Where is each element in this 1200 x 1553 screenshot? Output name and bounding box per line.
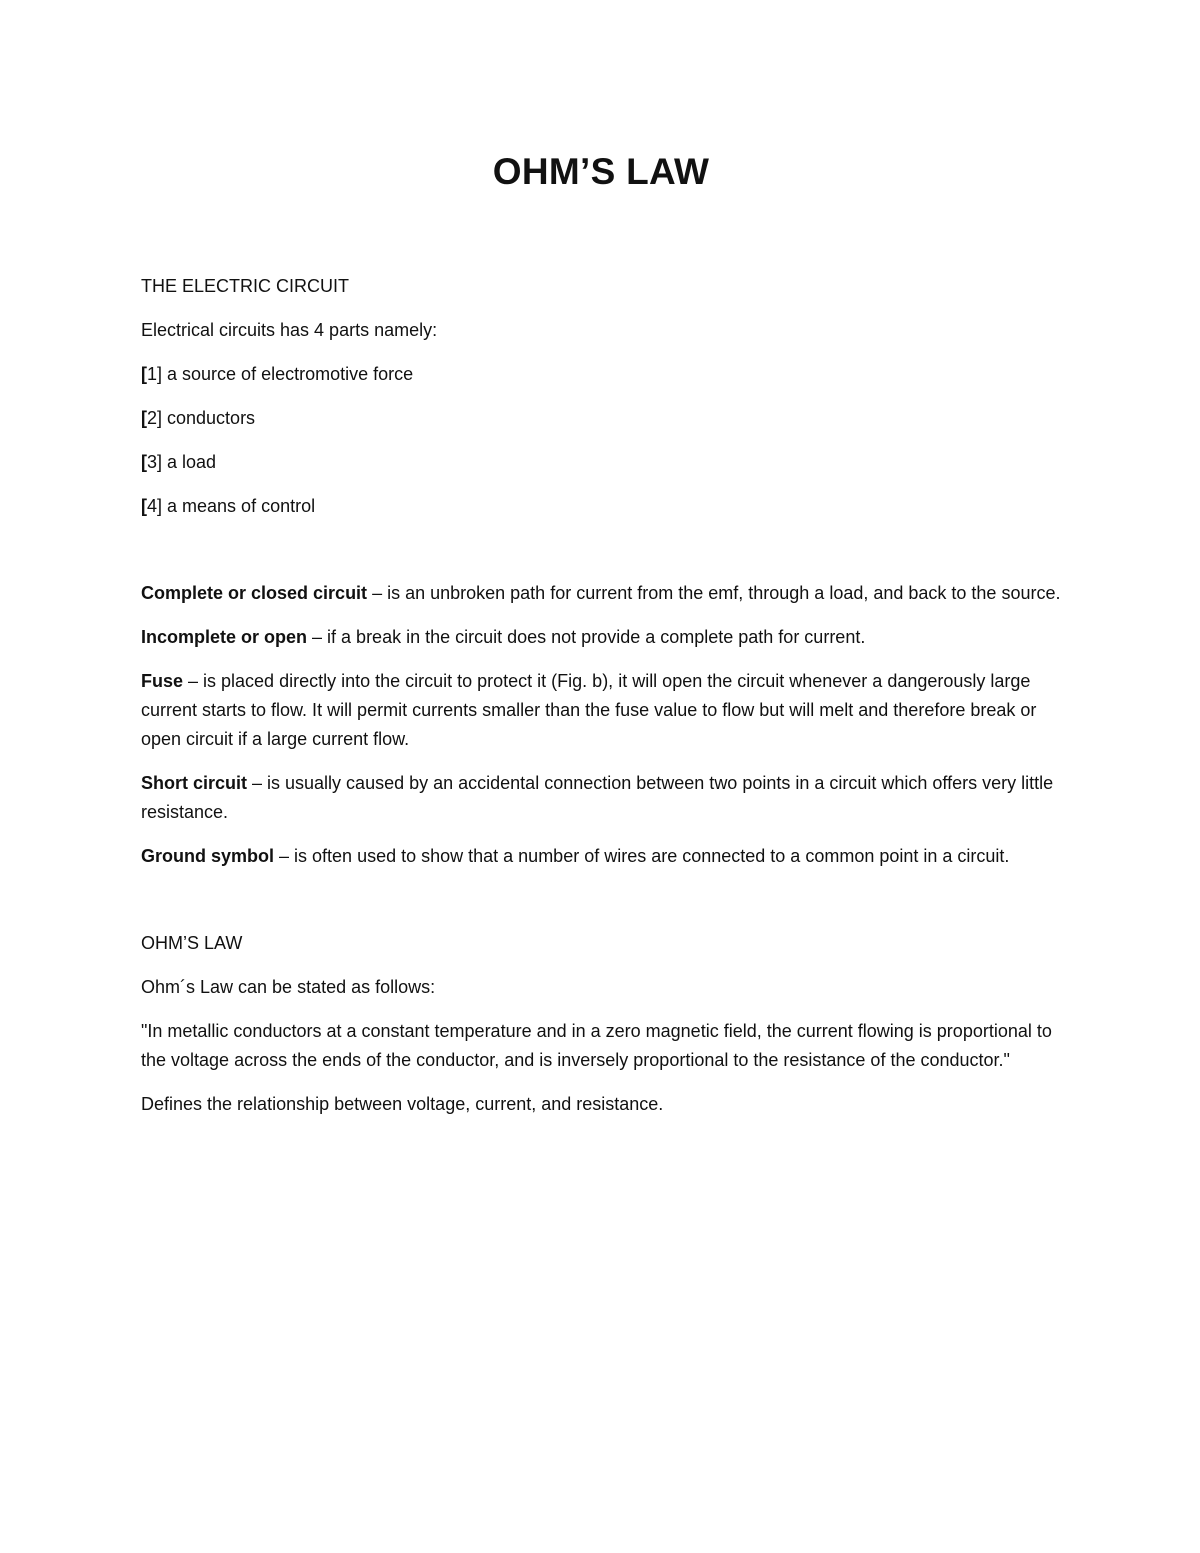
list-item [141,404,1061,433]
definition-short-circuit [141,769,1061,827]
list-item-text: 3] a load [147,452,217,472]
section-heading-ohms-law: OHM’S LAW [141,933,243,953]
ohms-law-intro: Ohm´s Law can be stated as follows: [141,977,436,997]
document-content [141,150,1061,1134]
list-bracket: [ [141,496,147,516]
definition-text: – is usually caused by an accidental connection between two points in a circuit which offers very little resistance. [141,773,1054,822]
document-title: OHM’S LAW [492,151,710,192]
ohms-law-summary: Defines the relationship between voltage, current, and resistance. [141,1094,664,1114]
section-heading-electric-circuit: THE ELECTRIC CIRCUIT [141,276,350,296]
definition-term: Short circuit [141,773,248,793]
list-item [141,448,1061,477]
definition-text: – if a break in the circuit does not provide a complete path for current. [307,627,866,647]
list-item [141,360,1061,389]
definition-term: Complete or closed circuit [141,583,368,603]
list-item-text: 1] a source of electromotive force [147,364,414,384]
list-item [141,492,1061,521]
ohms-law-quote: "In metallic conductors at a constant temperature and in a zero magnetic field, the current flowing is proportional to the voltage across the ends of the conductor, and is inversely proportional to the resistance of the conductor." [141,1021,1052,1070]
list-item-text: 4] a means of control [147,496,316,516]
definition-open-circuit [141,623,1061,652]
list-bracket: [ [141,452,147,472]
definition-term: Incomplete or open [141,627,308,647]
definition-fuse [141,667,1061,754]
definition-text: – is often used to show that a number of wires are connected to a common point in a circuit. [274,846,1010,866]
definition-term: Ground symbol [141,846,275,866]
list-bracket: [ [141,364,147,384]
definition-ground-symbol [141,842,1061,871]
definition-closed-circuit [141,579,1061,608]
circuit-parts-intro: Electrical circuits has 4 parts namely: [141,320,438,340]
list-bracket: [ [141,408,147,428]
list-item-text: 2] conductors [147,408,256,428]
definition-term: Fuse [141,671,184,691]
definition-text: – is an unbroken path for current from the emf, through a load, and back to the source. [367,583,1061,603]
definition-text: – is placed directly into the circuit to protect it (Fig. b), it will open the circuit whenever a dangerously large current starts to flow. It will permit currents smaller than the fuse value to flow but will melt and therefore break or open circuit if a large current flow. [141,671,1037,749]
